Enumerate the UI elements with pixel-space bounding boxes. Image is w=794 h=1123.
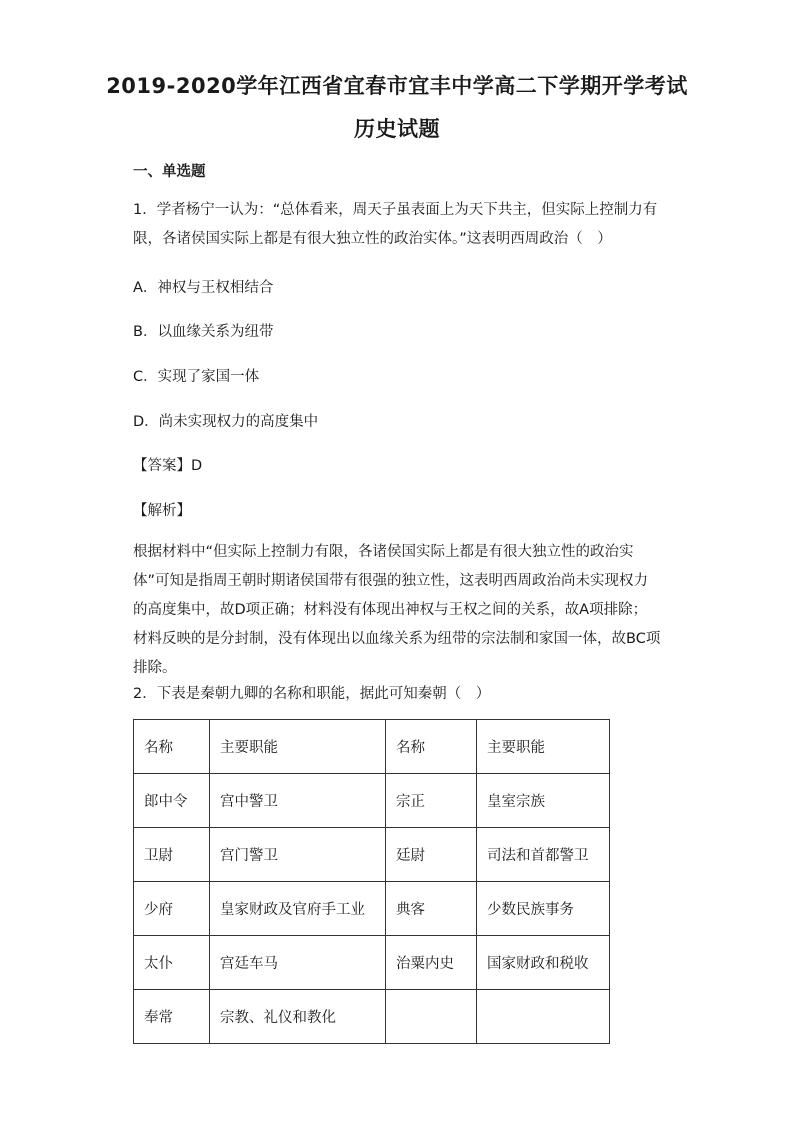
table-row [134, 882, 610, 936]
table-cell: 名称 [386, 720, 477, 774]
table-cell: 宫廷车马 [210, 936, 386, 990]
table-cell: 主要职能 [210, 720, 386, 774]
table-header-row [134, 720, 610, 774]
question-1-option-b: B．以血缘关系为纽带 [133, 324, 274, 340]
table-cell: 廷尉 [386, 828, 477, 882]
table-row [134, 828, 610, 882]
table-cell: 治粟内史 [386, 936, 477, 990]
table-cell: 名称 [134, 720, 210, 774]
question-1-analysis: 根据材料中“但实际上控制力有限，各诸侯国实际上都是有很大独立性的政治实体”可知是指周王朝时期诸侯国带有很强的独立性，这表明西周政治尚未实现权力的高度集中，故D项正确；材料没有体现出神权与王权之间的关系，故A项排除；材料反映的是分封制，没有体现出以血缘关系为纽带的宗法制和家国一体，故BC项排除。 [133, 544, 661, 676]
question-1-option-c: C．实现了家国一体 [133, 369, 260, 385]
table-row [134, 774, 610, 828]
table-cell: 郎中令 [134, 774, 210, 828]
table-cell: 主要职能 [477, 720, 610, 774]
table-cell: 宫门警卫 [210, 828, 386, 882]
table-cell: 国家财政和税收 [477, 936, 610, 990]
table-cell: 典客 [386, 882, 477, 936]
table-cell: 宗正 [386, 774, 477, 828]
question-1-analysis-label: 【解析】 [133, 503, 191, 519]
table-cell: 卫尉 [134, 828, 210, 882]
table-cell: 皇室宗族 [477, 774, 610, 828]
exam-title: 2019-2020学年江西省宜春市宜丰中学高二下学期开学考试 [106, 74, 688, 98]
table-cell: 少数民族事务 [477, 882, 610, 936]
question-1-option-d: D．尚未实现权力的高度集中 [133, 414, 319, 430]
table-cell: 皇家财政及官府手工业 [210, 882, 386, 936]
table-row [134, 936, 610, 990]
table-cell: 宫中警卫 [210, 774, 386, 828]
nine-ministers-table [133, 719, 610, 1044]
table-cell [386, 990, 477, 1044]
table-cell: 司法和首都警卫 [477, 828, 610, 882]
table-cell: 奉常 [134, 990, 210, 1044]
table-cell [477, 990, 610, 1044]
table-row [134, 990, 610, 1044]
table-cell: 宗教、礼仪和教化 [210, 990, 386, 1044]
table-cell: 少府 [134, 882, 210, 936]
question-1-option-a: A．神权与王权相结合 [133, 280, 274, 296]
question-1-answer: 【答案】D [133, 458, 203, 474]
question-2-stem: 2．下表是秦朝九卿的名称和职能，据此可知秦朝（ ） [133, 686, 491, 702]
section-heading: 一、单选题 [133, 164, 206, 180]
table-cell: 太仆 [134, 936, 210, 990]
question-1-stem: 1．学者杨宁一认为：“总体看来，周天子虽表面上为天下共主，但实际上控制力有限，各诸侯国实际上都是有很大独立性的政治实体。”这表明西周政治（ ） [133, 202, 658, 247]
exam-subtitle: 历史试题 [354, 117, 440, 141]
